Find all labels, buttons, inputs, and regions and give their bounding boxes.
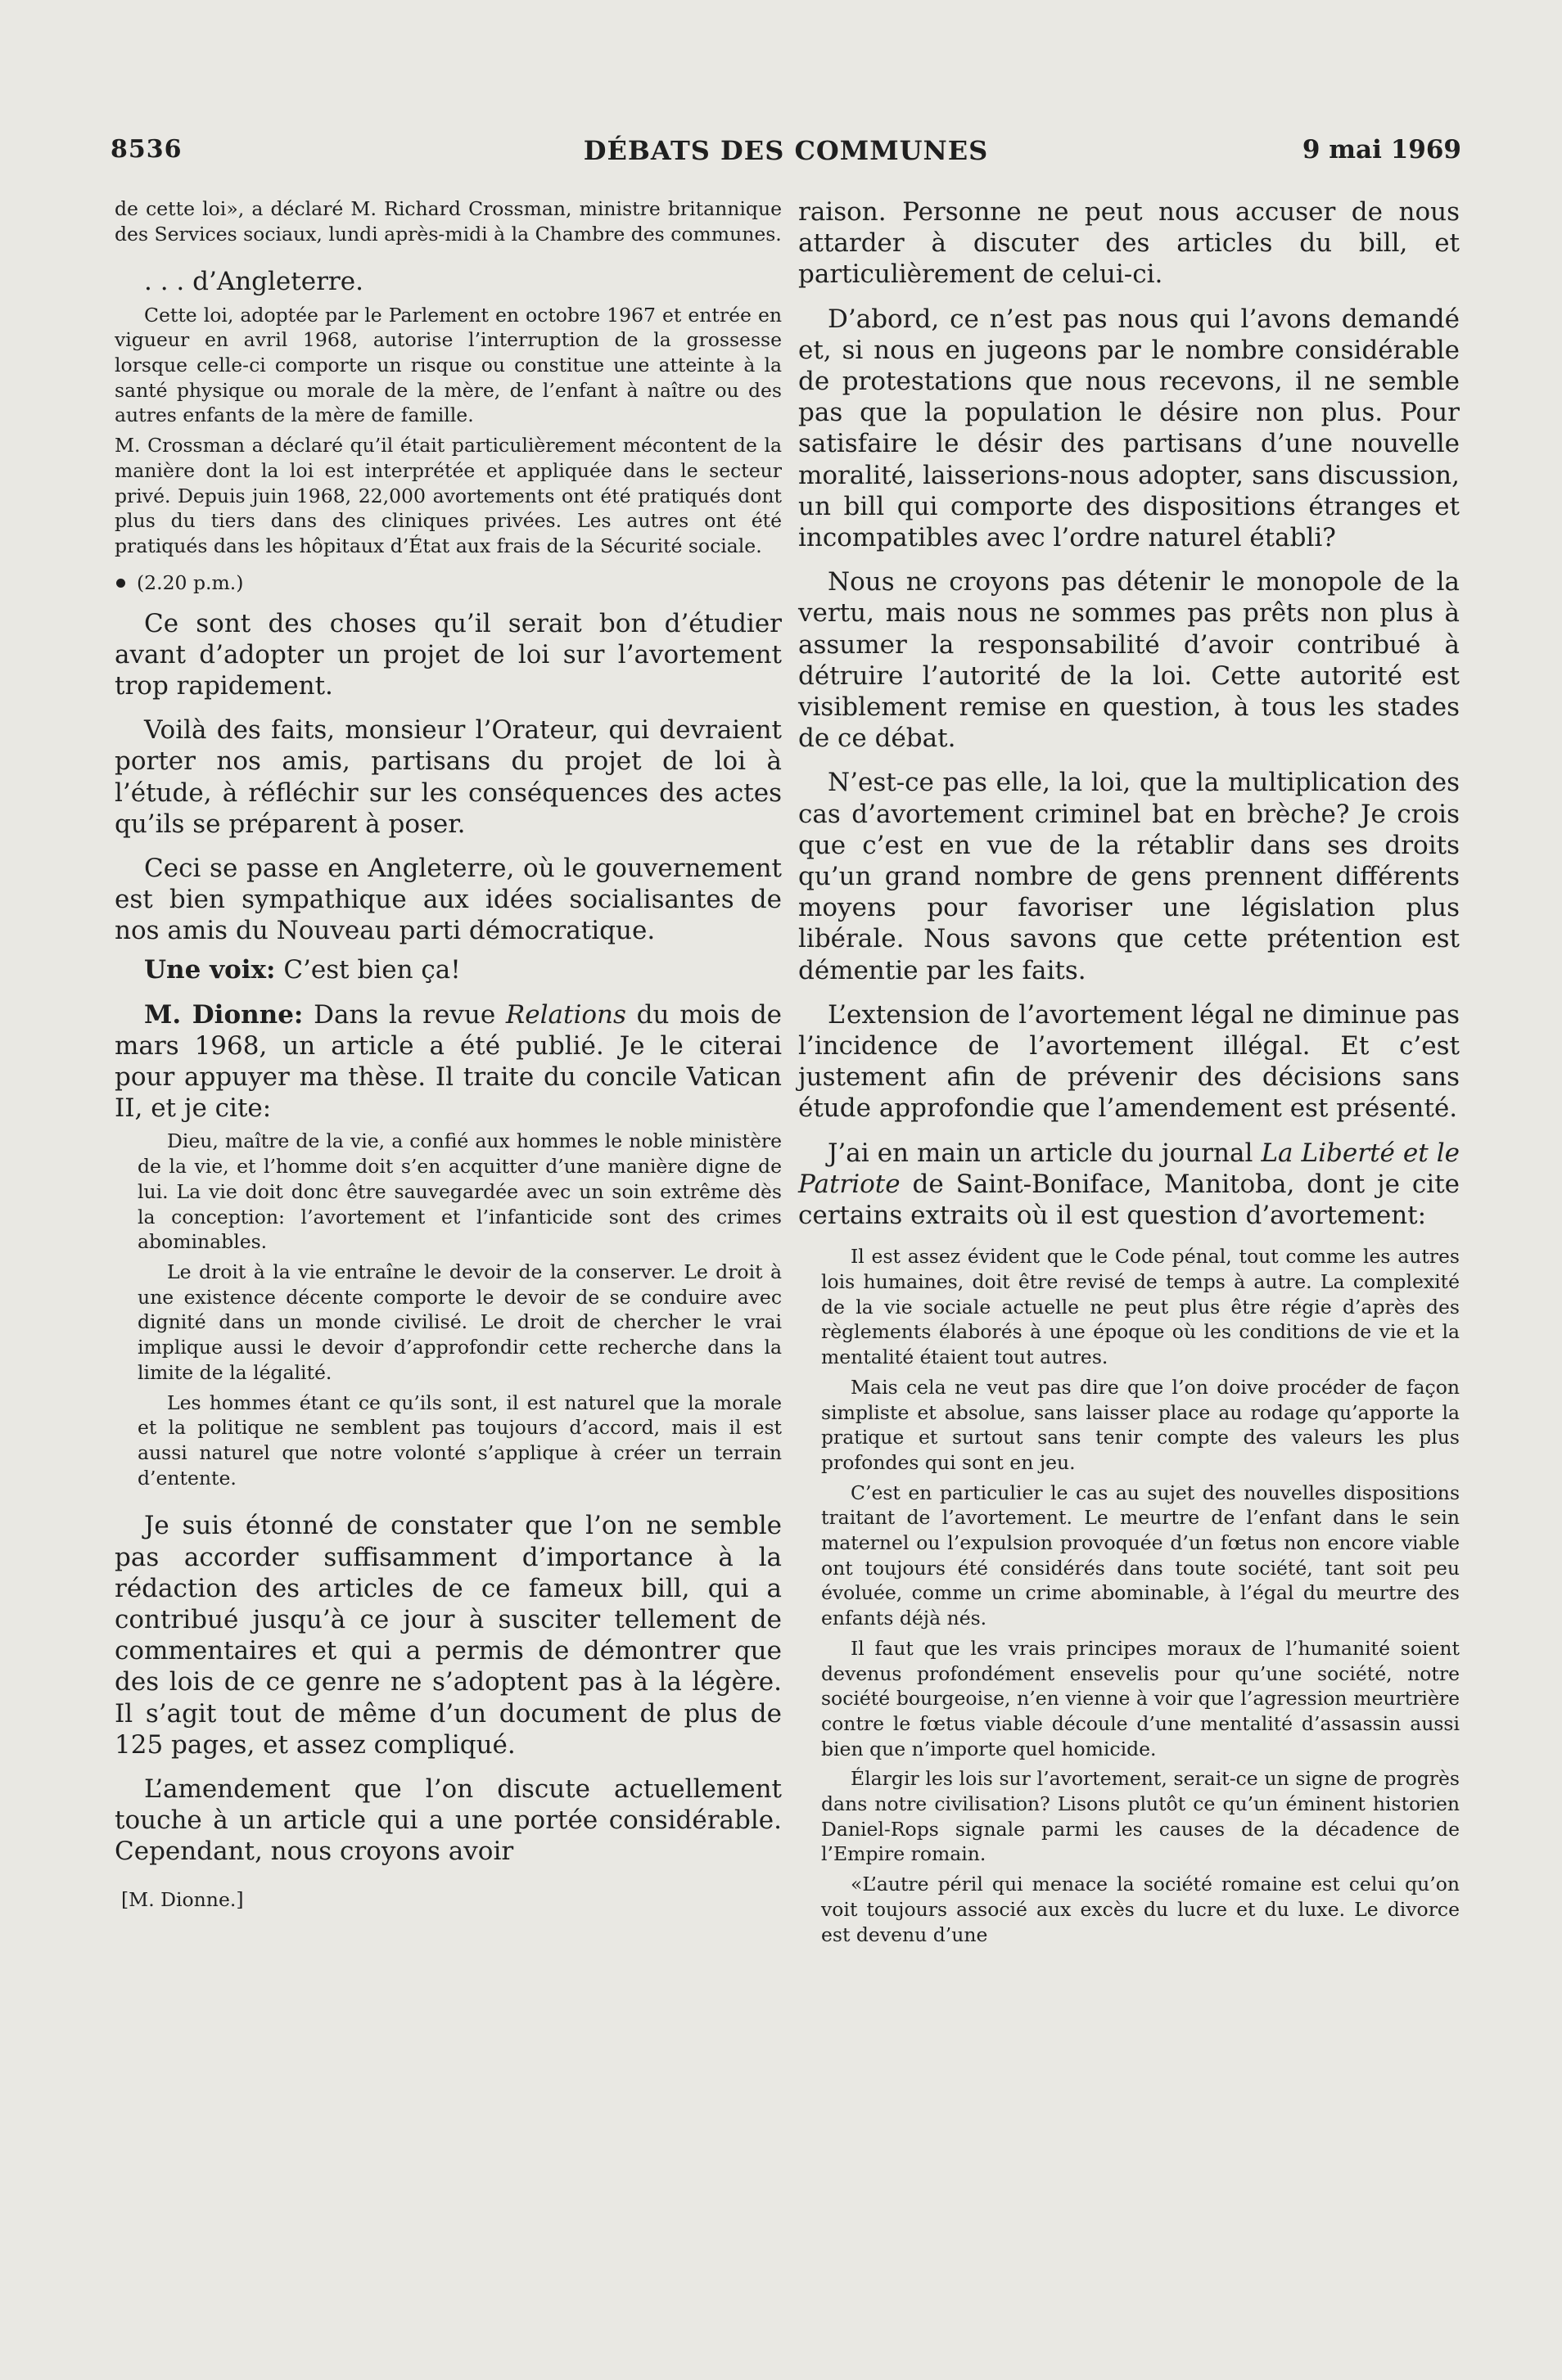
journal-title: Relations bbox=[505, 999, 626, 1030]
paragraph: . . . d’Angleterre. bbox=[144, 267, 363, 297]
timestamp-text: (2.20 p.m.) bbox=[137, 570, 244, 594]
paragraph: D’abord, ce n’est pas nous qui l’avons demandé et, si nous en jugeons par le nombre considérable de protestations que nous recevons, il ne semble pas que la population le désire non plus. Pour satisfaire le désir des partisans d’une nouvelle moralité, laisserions-nous adopter, sans discussion, un bill qui comporte des dispositions étranges et incompatibles avec l’ordre naturel établi? bbox=[798, 304, 1460, 553]
paragraph: Ce sont des choses qu’il serait bon d’étudier avant d’adopter un projet de loi sur l’avortement trop rapidement. bbox=[115, 608, 782, 701]
speaker-name: Une voix: bbox=[144, 954, 276, 985]
quote-paragraph: Le droit à la vie entraîne le devoir de la conserver. Le droit à une existence décente comporte le devoir de se conduire avec dignité dans un monde civilisé. Le droit de chercher le vrai implique aussi le devoir d’approfondir cette recherche dans la limite de la légalité. bbox=[138, 1260, 782, 1384]
speaker-name: M. Dionne: bbox=[144, 999, 304, 1030]
publication-title: DÉBATS DES COMMUNES bbox=[583, 135, 989, 166]
page-number: 8536 bbox=[111, 135, 183, 164]
quote-paragraph: Il faut que les vrais principes moraux de l’humanité soient devenus profondément ensevelis pour qu’une société, notre société bourgeoise, n’en vienne à voir que l’agression meurtrière contre le fœtus viable découle d’une mentalité d’assassin aussi bien que n’importe quel homicide. bbox=[821, 1636, 1460, 1760]
page-header bbox=[111, 135, 1461, 176]
paragraph: Cette loi, adoptée par le Parlement en octobre 1967 et entrée en vigueur en avril 1968, autorise l’interruption de la grossesse lorsque celle-ci comporte un risque ou constitue une atteinte à la santé physique ou morale de la mère, de l’enfant à naître ou des autres enfants de la mère de famille. bbox=[115, 303, 782, 427]
speech-paragraph bbox=[115, 999, 782, 1125]
right-column bbox=[798, 196, 1460, 1947]
page-date: 9 mai 1969 bbox=[1302, 135, 1461, 165]
quote-paragraph: C’est en particulier le cas au sujet des nouvelles dispositions traitant de l’avortement. Le meurtre de l’enfant dans le sein maternel ou l’expulsion provoquée d’un fœtus non encore viable ont toujours été considérés dans toute société, tant soit peu évoluée, comme un crime abominable, à l’égal du meurtre des enfants déjà nés. bbox=[821, 1481, 1460, 1630]
paragraph: N’est-ce pas elle, la loi, que la multiplication des cas d’avortement criminel bat en brèche? Je crois que c’est en vue de la rétablir dans ses droits qu’un grand nombre de gens prennent différents moyens pour favoriser une législation plus libérale. Nous savons que cette prétention est démentie par les faits. bbox=[798, 768, 1460, 985]
timestamp bbox=[115, 570, 782, 595]
quote-paragraph: «L’autre péril qui menace la société romaine est celui qu’on voit toujours associé aux excès du lucre et du luxe. Le divorce est devenu d’une bbox=[821, 1873, 1460, 1946]
paragraph-text: de Saint-Boniface, Manitoba, dont je cite certains extraits où il est question d’avortement: bbox=[798, 1169, 1460, 1231]
speech-text: du mois de mars 1968, un article a été publié. Je le citerai pour appuyer ma thèse. Il traite du concile Vatican II, et je cite: bbox=[115, 999, 783, 1124]
speaker-footer: [M. Dionne.] bbox=[121, 1887, 244, 1911]
paragraph: L’amendement que l’on discute actuellement touche à un article qui a une portée considérable. Cependant, nous croyons avoir bbox=[115, 1774, 782, 1867]
paragraph: Nous ne croyons pas détenir le monopole de la vertu, mais nous ne sommes pas prêts non plus à assumer la responsabilité d’avoir contribué à détruire l’autorité de la loi. Cette autorité est visiblement remise en question, à tous les stades de ce débat. bbox=[798, 567, 1460, 754]
quote-paragraph: Mais cela ne veut pas dire que l’on doive procéder de façon simpliste et absolue, sans laisser place au rodage qu’apporte la pratique et surtout sans tenir compte des valeurs les plus profondes qui sont en jeu. bbox=[821, 1375, 1460, 1474]
paragraph: Voilà des faits, monsieur l’Orateur, qui devraient porter nos amis, partisans du projet de loi à l’étude, à réfléchir sur les conséquences des actes qu’ils se préparent à poser. bbox=[115, 715, 782, 839]
journal-title: La Liberté et le Patriote bbox=[798, 1138, 1460, 1199]
paragraph bbox=[798, 1138, 1460, 1232]
quote-paragraph: Il est assez évident que le Code pénal, tout comme les autres lois humaines, doit être revisé de temps à autre. La complexité de la vie sociale actuelle ne peut plus être régie d’après des règlements élaborés à une époque où les conditions de vie et la mentalité étaient tout autres. bbox=[821, 1245, 1460, 1369]
speech-text: Dans la revue bbox=[303, 999, 506, 1030]
paragraph: Ceci se passe en Angleterre, où le gouvernement est bien sympathique aux idées socialisantes de nos amis du Nouveau parti démocratique. bbox=[115, 854, 782, 946]
paragraph: raison. Personne ne peut nous accuser de nous attarder à discuter des articles du bill, et particulièrement de celui-ci. bbox=[798, 197, 1460, 290]
interjection-text: C’est bien ça! bbox=[275, 954, 461, 985]
paragraph-text: J’ai en main un article du journal bbox=[828, 1138, 1262, 1168]
left-column bbox=[115, 196, 782, 1912]
quote-paragraph: Élargir les lois sur l’avortement, serait-ce un signe de progrès dans notre civilisation? Lisons plutôt ce qu’un éminent historien Daniel-Rops signale parmi les causes de la décadence de l’Empire romain. bbox=[821, 1767, 1460, 1866]
bullet-icon bbox=[116, 579, 125, 588]
interjection bbox=[115, 953, 782, 986]
paragraph: Je suis étonné de constater que l’on ne semble pas accorder suffisamment d’importance à la rédaction des articles de ce fameux bill, qui a contribué jusqu’à ce jour à susciter tellement de commentaires et qui a permis de démontrer que des lois de ce genre ne s’adoptent pas à la légère. Il s’agit tout de même d’un document de plus de 125 pages, et assez compliqué. bbox=[115, 1511, 782, 1760]
quote-paragraph: Dieu, maître de la vie, a confié aux hommes le noble ministère de la vie, et l’homme doit s’en acquitter d’une manière digne de lui. La vie doit donc être sauvegardée avec un soin extrême dès la conception: l’avortement et l’infanticide sont des crimes abominables. bbox=[138, 1129, 782, 1254]
paragraph: de cette loi», a déclaré M. Richard Crossman, ministre britannique des Services sociaux, lundi après-midi à la Chambre des communes. bbox=[115, 197, 782, 246]
paragraph: M. Crossman a déclaré qu’il était particulièrement mécontent de la manière dont la loi est interprétée et appliquée dans le secteur privé. Depuis juin 1968, 22,000 avortements ont été pratiqués dont plus du tiers dans des cliniques privées. Les autres ont été pratiqués dans les hôpitaux d’État aux frais de la Sécurité sociale. bbox=[115, 434, 782, 557]
quote-paragraph: Les hommes étant ce qu’ils sont, il est naturel que la morale et la politique ne semblent pas toujours d’accord, mais il est aussi naturel que notre volonté s’applique à créer un terrain d’entente. bbox=[138, 1391, 782, 1490]
paragraph: L’extension de l’avortement légal ne diminue pas l’incidence de l’avortement illégal. Et c’est justement afin de prévenir des décisions sans étude approfondie que l’amendement est présenté. bbox=[798, 999, 1460, 1124]
